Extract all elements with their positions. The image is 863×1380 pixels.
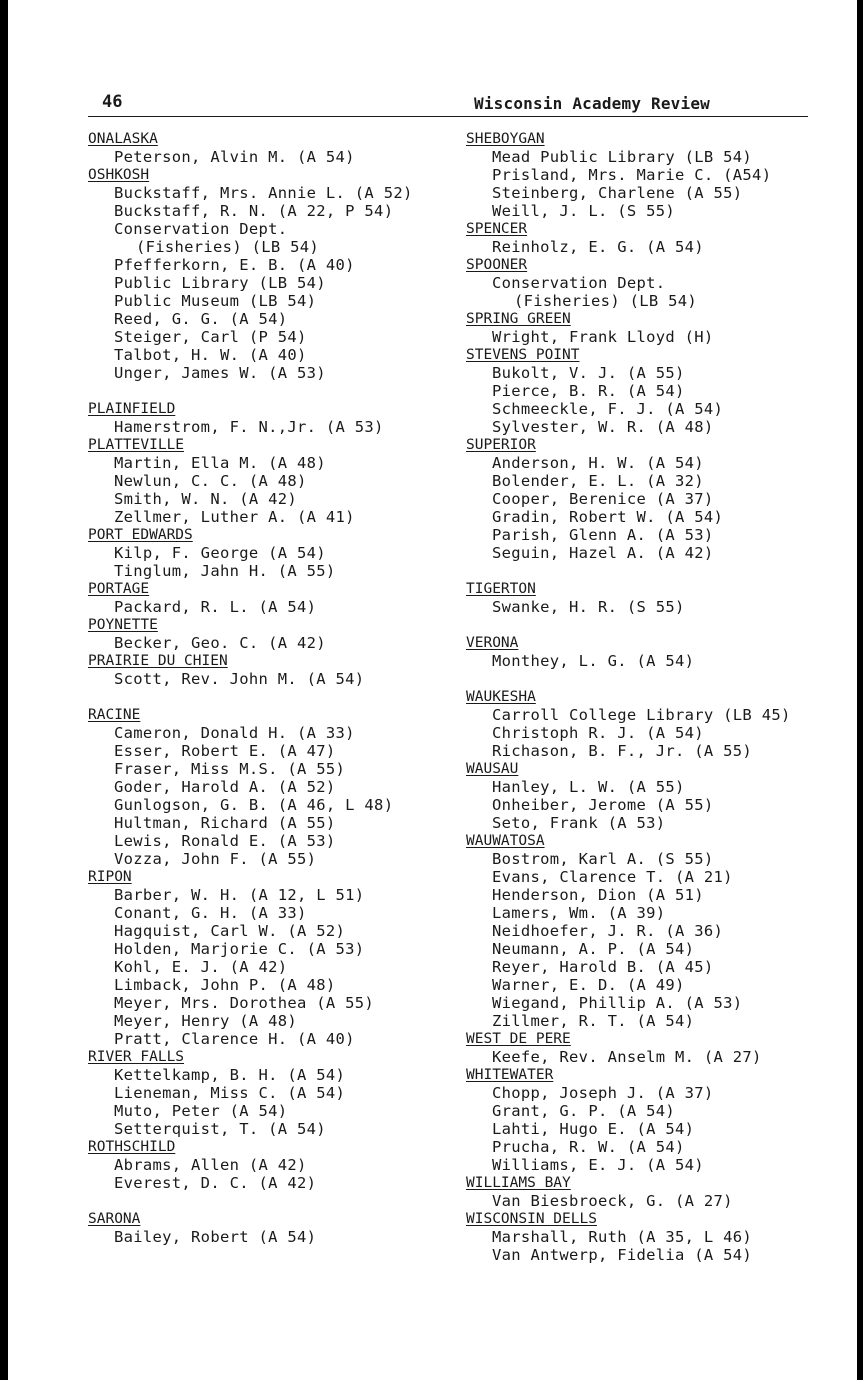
member-entry: Bostrom, Karl A. (S 55)	[492, 850, 714, 868]
city-heading: WAUSAU	[466, 761, 519, 777]
member-entry: Reyer, Harold B. (A 45)	[492, 958, 714, 976]
section-gap	[466, 562, 810, 580]
member-entry: Smith, W. N. (A 42)	[114, 490, 298, 508]
member-entry: Mead Public Library (LB 54)	[492, 148, 753, 166]
city-section	[466, 346, 810, 436]
city-section	[88, 166, 458, 382]
city-heading: OSHKOSH	[88, 167, 150, 183]
member-entry: Wright, Frank Lloyd (H)	[492, 328, 714, 346]
section-gap	[88, 1192, 458, 1210]
city-heading: POYNETTE	[88, 617, 158, 633]
member-entry: Public Library (LB 54)	[114, 274, 326, 292]
member-entry: Seguin, Hazel A. (A 42)	[492, 544, 714, 562]
member-entry: Weill, J. L. (S 55)	[492, 202, 676, 220]
member-entry: Bailey, Robert (A 54)	[114, 1228, 317, 1246]
member-entry: Grant, G. P. (A 54)	[492, 1102, 676, 1120]
member-entry: Muto, Peter (A 54)	[114, 1102, 288, 1120]
member-entry: Public Museum (LB 54)	[114, 292, 317, 310]
scan-border-right	[857, 0, 863, 1380]
member-entry: Lahti, Hugo E. (A 54)	[492, 1120, 695, 1138]
city-heading: WHITEWATER	[466, 1067, 554, 1083]
city-heading: PLAINFIELD	[88, 401, 176, 417]
member-entry: Setterquist, T. (A 54)	[114, 1120, 326, 1138]
member-entry: Vozza, John F. (A 55)	[114, 850, 317, 868]
header-rule	[88, 116, 808, 117]
member-entry: Schmeeckle, F. J. (A 54)	[492, 400, 724, 418]
member-entry: Bukolt, V. J. (A 55)	[492, 364, 685, 382]
member-entry: Van Antwerp, Fidelia (A 54)	[492, 1246, 753, 1264]
city-section	[88, 1138, 458, 1192]
city-section	[88, 1210, 458, 1246]
member-entry: Evans, Clarence T. (A 21)	[492, 868, 733, 886]
member-entry: Cooper, Berenice (A 37)	[492, 490, 714, 508]
city-section	[88, 652, 458, 688]
city-heading: VERONA	[466, 635, 519, 651]
city-heading: WAUKESHA	[466, 689, 536, 705]
member-entry: Neumann, A. P. (A 54)	[492, 940, 695, 958]
member-entry: Monthey, L. G. (A 54)	[492, 652, 695, 670]
member-entry: Limback, John P. (A 48)	[114, 976, 336, 994]
member-entry: (Fisheries) (LB 54)	[514, 292, 698, 310]
member-entry: Holden, Marjorie C. (A 53)	[114, 940, 365, 958]
member-entry: Tinglum, Jahn H. (A 55)	[114, 562, 336, 580]
member-entry: Conservation Dept.	[114, 220, 288, 238]
member-entry: Newlun, C. C. (A 48)	[114, 472, 307, 490]
city-section	[466, 130, 810, 220]
member-entry: Kilp, F. George (A 54)	[114, 544, 326, 562]
member-entry: Martin, Ella M. (A 48)	[114, 454, 326, 472]
member-entry: Hamerstrom, F. N.,Jr. (A 53)	[114, 418, 384, 436]
member-entry: Becker, Geo. C. (A 42)	[114, 634, 326, 652]
member-entry: Packard, R. L. (A 54)	[114, 598, 317, 616]
member-entry: Richason, B. F., Jr. (A 55)	[492, 742, 753, 760]
member-entry: Scott, Rev. John M. (A 54)	[114, 670, 365, 688]
member-entry: Buckstaff, Mrs. Annie L. (A 52)	[114, 184, 413, 202]
city-section	[466, 1210, 810, 1264]
city-section	[466, 1030, 810, 1066]
city-heading: RACINE	[88, 707, 141, 723]
member-entry: Conservation Dept.	[492, 274, 666, 292]
city-heading: PORT EDWARDS	[88, 527, 193, 543]
member-entry: Reinholz, E. G. (A 54)	[492, 238, 704, 256]
member-entry: Carroll College Library (LB 45)	[492, 706, 791, 724]
city-heading: STEVENS POINT	[466, 347, 580, 363]
member-entry: Everest, D. C. (A 42)	[114, 1174, 317, 1192]
city-section	[466, 256, 810, 310]
city-section	[88, 706, 458, 868]
member-entry: Gunlogson, G. B. (A 46, L 48)	[114, 796, 394, 814]
member-entry: Zillmer, R. T. (A 54)	[492, 1012, 695, 1030]
member-entry: Barber, W. H. (A 12, L 51)	[114, 886, 365, 904]
city-heading: RIVER FALLS	[88, 1049, 185, 1065]
member-entry: (Fisheries) (LB 54)	[136, 238, 320, 256]
city-heading: WILLIAMS BAY	[466, 1175, 571, 1191]
city-heading: SPOONER	[466, 257, 528, 273]
city-heading: SPRING GREEN	[466, 311, 571, 327]
member-entry: Neidhoefer, J. R. (A 36)	[492, 922, 724, 940]
city-section	[88, 580, 458, 616]
member-entry: Buckstaff, R. N. (A 22, P 54)	[114, 202, 394, 220]
city-heading: PRAIRIE DU CHIEN	[88, 653, 228, 669]
member-entry: Unger, James W. (A 53)	[114, 364, 326, 382]
member-entry: Wiegand, Phillip A. (A 53)	[492, 994, 743, 1012]
member-entry: Chopp, Joseph J. (A 37)	[492, 1084, 714, 1102]
city-heading: ONALASKA	[88, 131, 158, 147]
member-entry: Talbot, H. W. (A 40)	[114, 346, 307, 364]
member-entry: Reed, G. G. (A 54)	[114, 310, 288, 328]
page-header	[88, 92, 808, 116]
city-heading: SPENCER	[466, 221, 528, 237]
left-column	[88, 130, 458, 1246]
city-section	[88, 868, 458, 1048]
document-page	[88, 92, 810, 1292]
member-entry: Christoph R. J. (A 54)	[492, 724, 704, 742]
city-heading: RIPON	[88, 869, 132, 885]
city-heading: TIGERTON	[466, 581, 536, 597]
city-section	[466, 580, 810, 616]
right-column	[466, 130, 810, 1264]
city-section	[88, 400, 458, 436]
city-section	[88, 130, 458, 166]
city-section	[88, 436, 458, 526]
city-heading: ROTHSCHILD	[88, 1139, 176, 1155]
member-entry: Kettelkamp, B. H. (A 54)	[114, 1066, 346, 1084]
city-section	[466, 1174, 810, 1210]
section-gap	[88, 382, 458, 400]
member-entry: Meyer, Mrs. Dorothea (A 55)	[114, 994, 375, 1012]
city-section	[466, 832, 810, 1030]
member-entry: Hultman, Richard (A 55)	[114, 814, 336, 832]
member-entry: Lamers, Wm. (A 39)	[492, 904, 666, 922]
member-entry: Hanley, L. W. (A 55)	[492, 778, 685, 796]
city-heading: SARONA	[88, 1211, 141, 1227]
city-section	[466, 688, 810, 760]
city-heading: WAUWATOSA	[466, 833, 545, 849]
member-entry: Swanke, H. R. (S 55)	[492, 598, 685, 616]
member-entry: Prisland, Mrs. Marie C. (A54)	[492, 166, 772, 184]
member-entry: Pierce, B. R. (A 54)	[492, 382, 685, 400]
city-section	[88, 526, 458, 580]
city-section	[88, 616, 458, 652]
city-section	[466, 310, 810, 346]
member-entry: Lieneman, Miss C. (A 54)	[114, 1084, 346, 1102]
member-entry: Warner, E. D. (A 49)	[492, 976, 685, 994]
member-entry: Cameron, Donald H. (A 33)	[114, 724, 355, 742]
member-entry: Kohl, E. J. (A 42)	[114, 958, 288, 976]
member-entry: Gradin, Robert W. (A 54)	[492, 508, 724, 526]
member-entry: Sylvester, W. R. (A 48)	[492, 418, 714, 436]
member-entry: Fraser, Miss M.S. (A 55)	[114, 760, 346, 778]
city-heading: WISCONSIN DELLS	[466, 1211, 597, 1227]
member-entry: Meyer, Henry (A 48)	[114, 1012, 298, 1030]
city-heading: PLATTEVILLE	[88, 437, 185, 453]
member-entry: Hagquist, Carl W. (A 52)	[114, 922, 346, 940]
scan-border-left	[0, 0, 8, 1380]
member-entry: Onheiber, Jerome (A 55)	[492, 796, 714, 814]
member-entry: Seto, Frank (A 53)	[492, 814, 666, 832]
city-heading: PORTAGE	[88, 581, 150, 597]
section-gap	[466, 670, 810, 688]
member-entry: Abrams, Allen (A 42)	[114, 1156, 307, 1174]
city-heading: WEST DE PERE	[466, 1031, 571, 1047]
city-section	[88, 1048, 458, 1138]
member-entry: Anderson, H. W. (A 54)	[492, 454, 704, 472]
member-entry: Lewis, Ronald E. (A 53)	[114, 832, 336, 850]
city-heading: SHEBOYGAN	[466, 131, 545, 147]
section-gap	[88, 688, 458, 706]
page-number: 46	[102, 92, 123, 112]
member-entry: Parish, Glenn A. (A 53)	[492, 526, 714, 544]
member-entry: Pfefferkorn, E. B. (A 40)	[114, 256, 355, 274]
member-entry: Goder, Harold A. (A 52)	[114, 778, 336, 796]
member-entry: Conant, G. H. (A 33)	[114, 904, 307, 922]
member-entry: Steinberg, Charlene (A 55)	[492, 184, 743, 202]
section-gap	[466, 616, 810, 634]
city-heading: SUPERIOR	[466, 437, 536, 453]
city-section	[466, 220, 810, 256]
journal-title: Wisconsin Academy Review	[474, 94, 710, 113]
member-entry: Keefe, Rev. Anselm M. (A 27)	[492, 1048, 762, 1066]
member-entry: Steiger, Carl (P 54)	[114, 328, 307, 346]
member-entry: Peterson, Alvin M. (A 54)	[114, 148, 355, 166]
member-entry: Van Biesbroeck, G. (A 27)	[492, 1192, 733, 1210]
city-section	[466, 436, 810, 562]
city-section	[466, 1066, 810, 1174]
member-entry: Pratt, Clarence H. (A 40)	[114, 1030, 355, 1048]
city-section	[466, 760, 810, 832]
member-entry: Esser, Robert E. (A 47)	[114, 742, 336, 760]
member-entry: Zellmer, Luther A. (A 41)	[114, 508, 355, 526]
member-entry: Prucha, R. W. (A 54)	[492, 1138, 685, 1156]
city-section	[466, 634, 810, 670]
member-entry: Henderson, Dion (A 51)	[492, 886, 704, 904]
member-entry: Marshall, Ruth (A 35, L 46)	[492, 1228, 753, 1246]
member-entry: Bolender, E. L. (A 32)	[492, 472, 704, 490]
member-entry: Williams, E. J. (A 54)	[492, 1156, 704, 1174]
